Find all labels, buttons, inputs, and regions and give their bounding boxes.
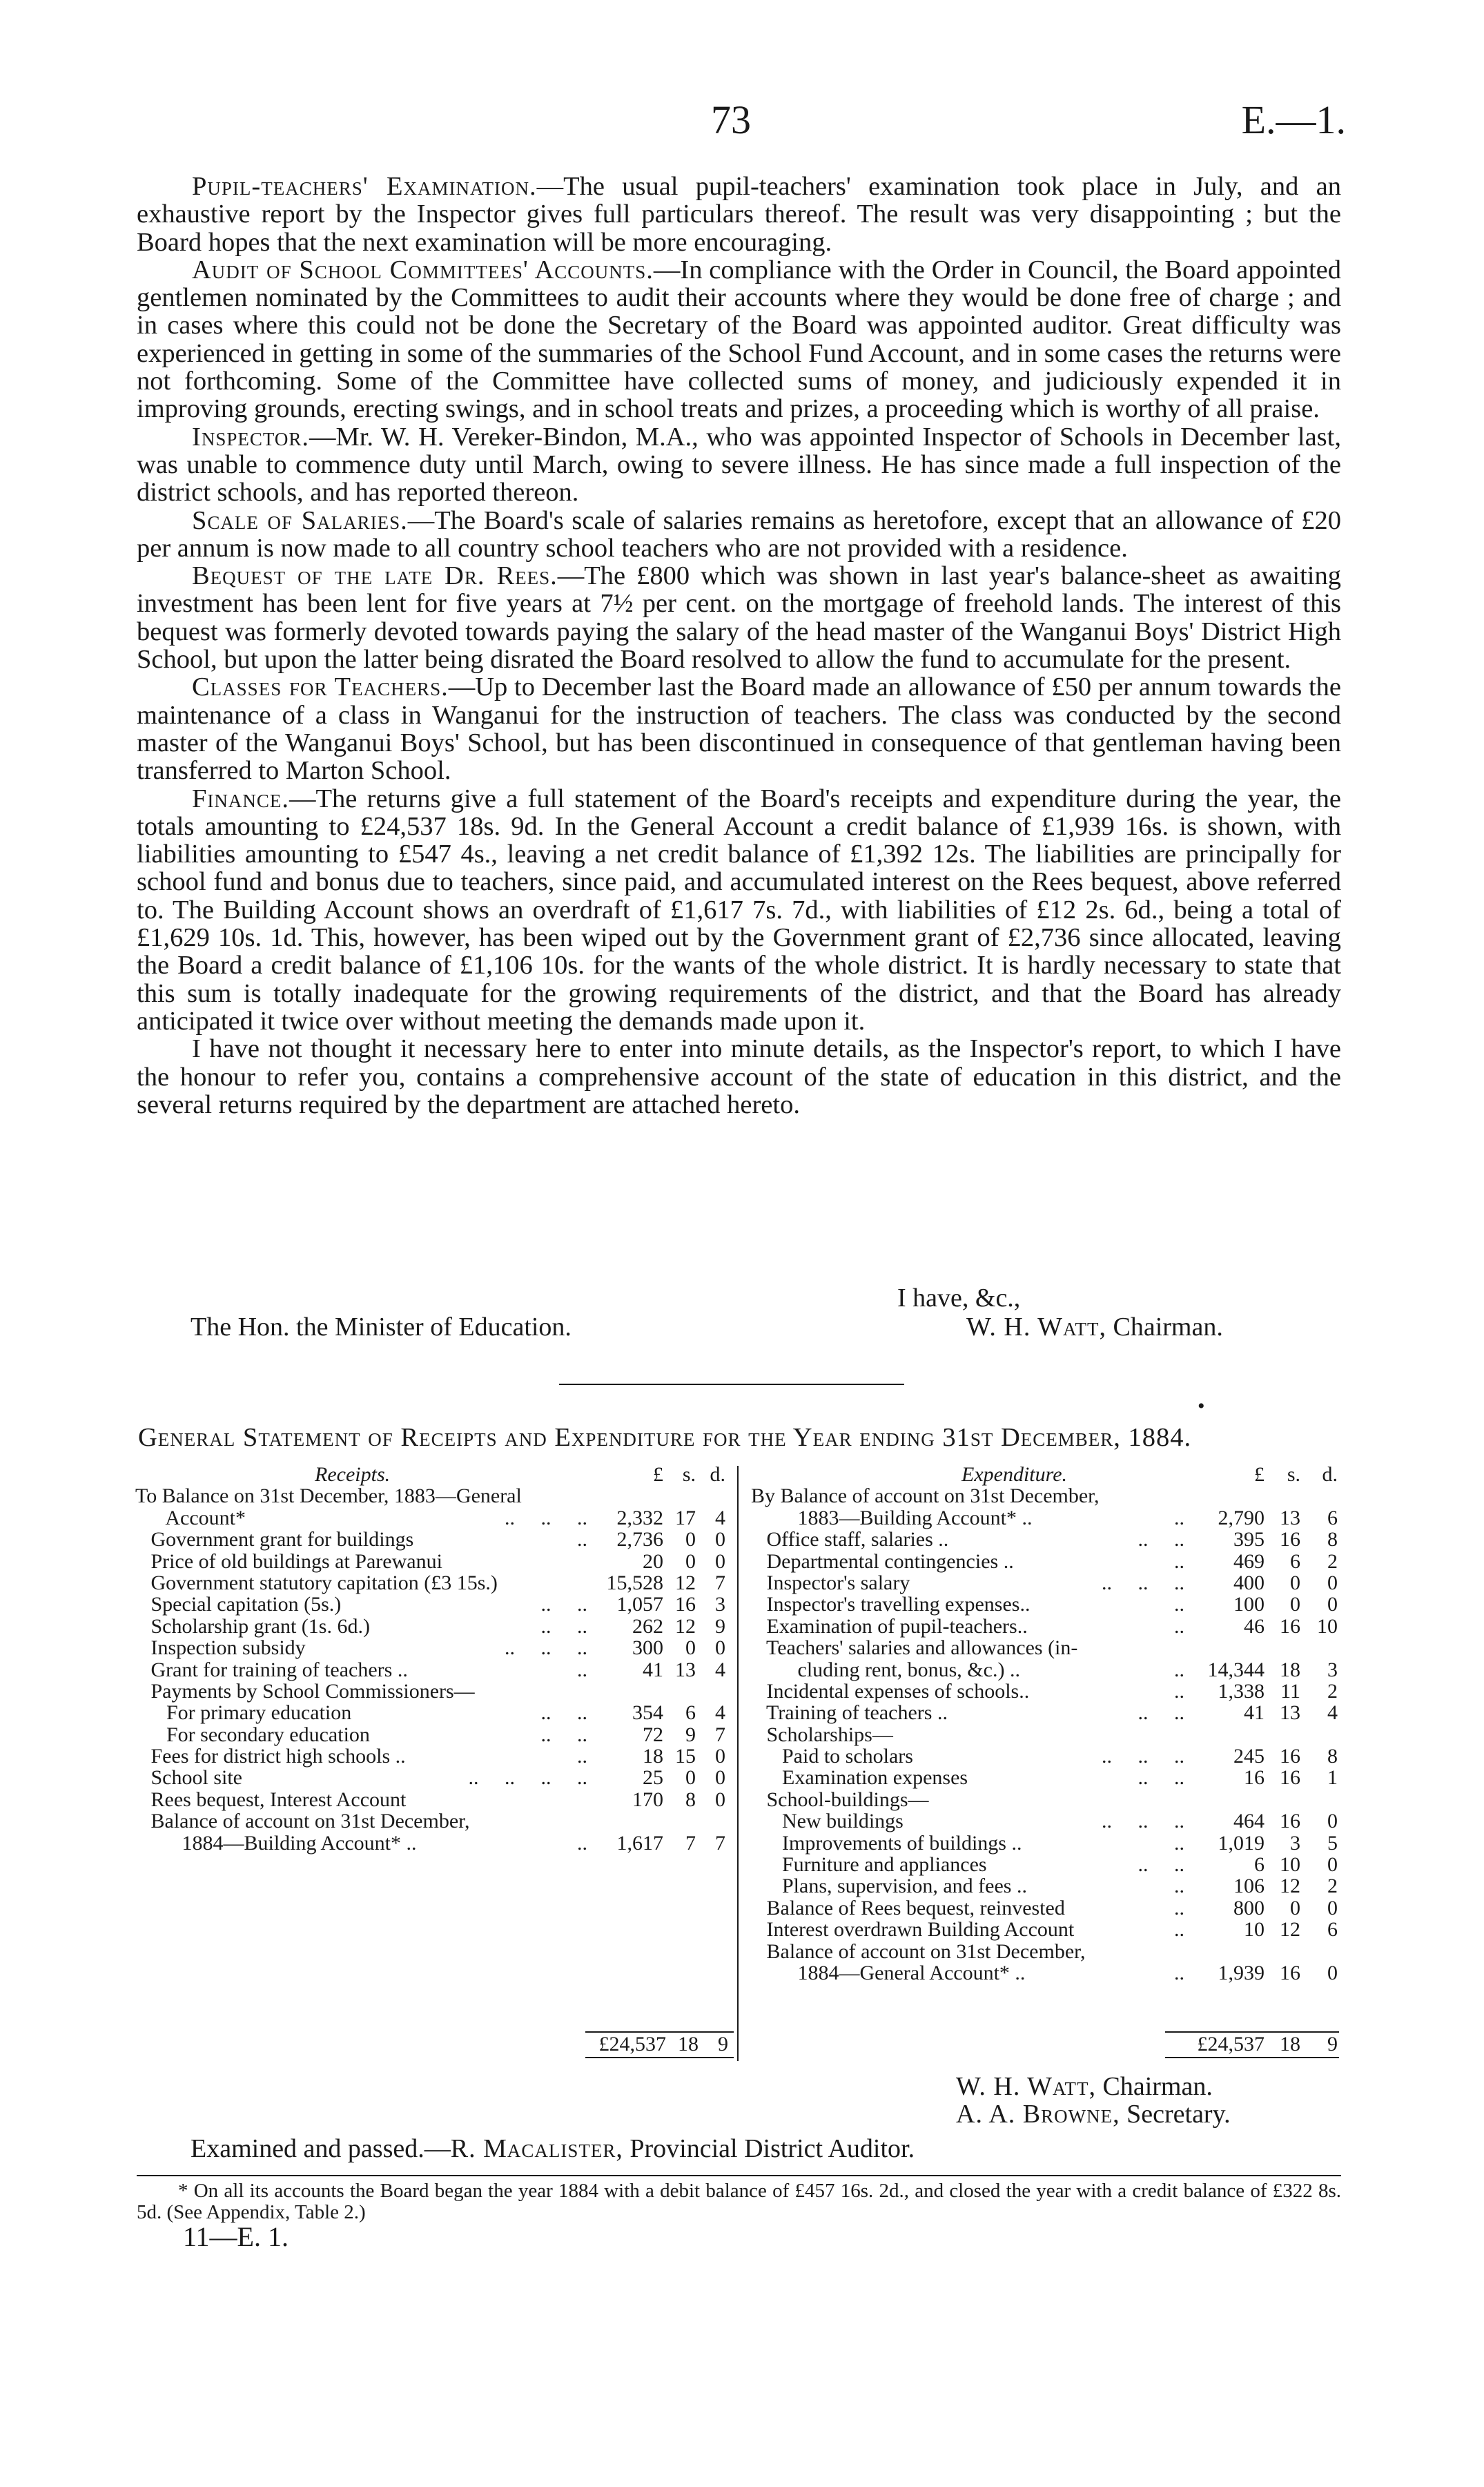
ledger-row-pence: 4 (715, 1658, 725, 1681)
ledger-row (751, 1681, 1346, 1702)
ledger-row-pounds: 6 (1254, 1853, 1265, 1877)
receipts-total (587, 2033, 736, 2055)
ledger-row-label: Special capitation (5s.) (135, 1593, 342, 1616)
ledger-row-pence: 0 (1327, 1853, 1338, 1877)
paragraph-heading: Inspector. (192, 422, 309, 452)
signatory-title: Secretary. (1126, 2100, 1231, 2129)
ledger-row-leader: .. (1174, 1679, 1184, 1703)
ledger-row (751, 1572, 1346, 1594)
expenditure-total-pence: 9 (1327, 2033, 1338, 2055)
paragraph-text: —The Board's scale of salaries remains as heretofore, except that an allowance of £20 per annum is now made to all country school teachers who are not provided with a residence. (137, 505, 1341, 563)
auditor-line (191, 2133, 915, 2164)
paragraph-inspector (137, 423, 1341, 507)
ledger-row (751, 1485, 1346, 1507)
expenditure-ledger (751, 1464, 1346, 1984)
ledger-row (135, 1832, 732, 1854)
ledger-row-leader: .. .. (540, 1614, 587, 1638)
paragraph-heading: Bequest of the late Dr. Rees. (192, 561, 558, 591)
ledger-row-shillings: 12 (1280, 1875, 1300, 1898)
auditor-title: Provincial District Auditor. (629, 2134, 915, 2163)
ledger-row-leader: .. .. (1138, 1766, 1184, 1790)
ledger-row-pence: 7 (715, 1571, 725, 1594)
paragraph-heading: Audit of School Committees' Accounts. (192, 255, 654, 284)
ledger-row-pounds: 1,939 (1218, 1961, 1265, 1984)
statement-title: General Statement of Receipts and Expenditure for the Year ending 31st December, 1884. (138, 1423, 1192, 1452)
ledger-row-pounds: 2,790 (1218, 1506, 1265, 1529)
ledger-row (751, 1919, 1346, 1940)
ledger-row (751, 1637, 1346, 1658)
ledger-row-pounds: 41 (643, 1658, 663, 1681)
ledger-row-pence: 7 (715, 1831, 725, 1855)
ledger-row-shillings: 16 (1280, 1961, 1300, 1984)
ledger-row (135, 1767, 732, 1788)
ledger-row-pence: 7 (715, 1723, 725, 1746)
ledger-row (135, 1485, 732, 1507)
ledger-row-shillings: 16 (1280, 1745, 1300, 1768)
ledger-row-leader: .. .. (1138, 1701, 1184, 1725)
ledger-row-shillings: 6 (1290, 1549, 1300, 1573)
ledger-row-pounds: 20 (643, 1549, 663, 1573)
ledger-row-label: Paid to scholars (751, 1745, 913, 1768)
ledger-row-label: Government grant for buildings (135, 1528, 414, 1551)
ledger-row-label: New buildings (751, 1810, 904, 1833)
ledger-row-leader: .. (577, 1745, 587, 1768)
ledger-row-shillings: 12 (675, 1614, 696, 1638)
ledger-row-pence: 9 (715, 1614, 725, 1638)
ledger-row-leader: .. (1174, 1614, 1184, 1638)
ledger-row-pounds: 469 (1233, 1549, 1265, 1573)
ledger-row (751, 1594, 1346, 1615)
ledger-row-pence: 0 (1327, 1571, 1338, 1594)
paragraph-text: —The £800 which was shown in last year's balance-sheet as awaiting investment has been lent for five years at 7½ per cent. on the mortgage of freehold lands. The interest of this bequest was formerly devoted towards paying the salary of the head master of the Wanganui Boys' District High School, but upon the latter being disrated the Board resolved to allow the fund to accumulate for the present. (137, 561, 1341, 675)
ledger-row (135, 1616, 732, 1637)
ledger-row (751, 1745, 1346, 1767)
ledger-row-pence: 4 (715, 1506, 725, 1529)
signatory-title: Chairman. (1113, 1313, 1223, 1342)
paragraph-text: —The usual pupil-teachers' examination took place in July, and an exhaustive report by the Inspector gives full particulars thereof. The result was very disappointing ; but the Board hopes that the next examination will be more encouraging. (137, 172, 1341, 257)
ledger-row-pounds: 1,338 (1218, 1679, 1265, 1703)
paragraph-finance (137, 785, 1341, 1036)
ledger-row-pounds: 400 (1233, 1571, 1265, 1594)
ledger-row-pence: 10 (1317, 1614, 1338, 1638)
section-divider (559, 1384, 904, 1385)
ledger-row-label: By Balance of account on 31st December, (751, 1484, 1100, 1508)
ledger-row-shillings: 13 (1280, 1701, 1300, 1725)
ledger-row-label: Furniture and appliances (751, 1853, 987, 1877)
paragraph-salaries (137, 507, 1341, 563)
receipts-total-pence: 9 (718, 2033, 728, 2055)
ledger-row-pounds: 15,528 (606, 1571, 663, 1594)
ledger-row-shillings: 12 (675, 1571, 696, 1594)
ledger-row-pence: 4 (715, 1701, 725, 1725)
ledger-row-pence: 3 (715, 1593, 725, 1616)
pence-column-header: d. (710, 1463, 725, 1486)
ledger-row-pounds: 46 (1244, 1614, 1265, 1638)
statement-signatures (956, 2073, 1231, 2128)
ledger-row-shillings: 13 (675, 1658, 696, 1681)
ledger-row-label: Inspector's salary (751, 1571, 910, 1594)
footnote-rule (137, 2175, 1341, 2176)
ledger-row-pence: 0 (715, 1528, 725, 1551)
auditor-name: R. Macalister, (450, 2134, 623, 2163)
ledger-row-pence: 0 (715, 1636, 725, 1660)
ledger-row (751, 1724, 1346, 1745)
ledger-row-pence: 6 (1327, 1506, 1338, 1529)
ledger-row-pence: 0 (715, 1788, 725, 1811)
paragraph-text: I have not thought it necessary here to enter into minute details, as the Inspector's report, to which I have the honour to refer you, contains a comprehensive account of the state of education in this district, and the several returns required by the department are attached hereto. (137, 1034, 1341, 1119)
ledger-row-pounds: 106 (1233, 1875, 1265, 1898)
ledger-row (751, 1659, 1346, 1681)
ledger-row-pounds: 1,019 (1218, 1831, 1265, 1855)
ledger-row-shillings: 10 (1280, 1853, 1300, 1877)
ledger-row-shillings: 0 (685, 1636, 696, 1660)
ledger-row-pounds: 464 (1233, 1810, 1265, 1833)
expenditure-total-pounds: £24,537 (1197, 2033, 1265, 2055)
expenditure-total (1165, 2033, 1339, 2055)
ledger-row (135, 1594, 732, 1615)
paragraph-text: —In compliance with the Order in Council, the Board appointed gentlemen nominated by the Committees to audit their accounts where they would be done free of charge ; and in cases where this could not be done the Secretary of the Board was appointed auditor. Great difficulty was experienced in getting in some of the summaries of the School Fund Account, and in some cases the returns were not forthcoming. Some of the Committee have collected sums of money, and judiciously expended it in improving grounds, erecting swings, and in school treats and prizes, a proceeding which is worthy of all praise. (137, 255, 1341, 424)
ledger-row-label: Fees for district high schools .. (135, 1745, 406, 1768)
ledger-row-leader: .. (1174, 1918, 1184, 1942)
ledger-row-pounds: 300 (632, 1636, 663, 1660)
ledger-row-label: Balance of account on 31st December, (751, 1939, 1086, 1963)
ledger-row-label: School site (135, 1766, 242, 1790)
ledger-row-shillings: 16 (1280, 1528, 1300, 1551)
ledger-row-leader: .. (1174, 1506, 1184, 1529)
ledger-row (135, 1702, 732, 1723)
ledger-row-pounds: 72 (643, 1723, 663, 1746)
ledger-row-pounds: 354 (632, 1701, 663, 1725)
ledger-row-leader: .. .. .. (1102, 1571, 1184, 1594)
ledger-row-label: Balance of account on 31st December, (135, 1810, 470, 1833)
ledger-row-shillings: 16 (1280, 1766, 1300, 1790)
ledger-row-pence: 2 (1327, 1679, 1338, 1703)
ledger-row-pence: 5 (1327, 1831, 1338, 1855)
ledger-row-pence: 0 (1327, 1961, 1338, 1984)
ledger-row (751, 1941, 1346, 1962)
receipts-total-underline (585, 2057, 734, 2058)
ledger-row (751, 1962, 1346, 1984)
ledger-row (135, 1659, 732, 1681)
ledger-row-leader: .. (1174, 1831, 1184, 1855)
ledger-row-label: Balance of Rees bequest, reinvested (751, 1896, 1065, 1919)
ledger-row (751, 1551, 1346, 1572)
ledger-row-pence: 6 (1327, 1918, 1338, 1942)
ledger-row-pence: 8 (1327, 1528, 1338, 1551)
pence-column-header: d. (1322, 1463, 1338, 1486)
ledger-row-pounds: 2,736 (616, 1528, 663, 1551)
ledger-row-leader: .. (1174, 1549, 1184, 1573)
addressee: The Hon. the Minister of Education. (191, 1313, 572, 1342)
ledger-row-shillings: 8 (685, 1788, 696, 1811)
ledger-row-pounds: 16 (1244, 1766, 1265, 1790)
ledger-row-shillings: 9 (685, 1723, 696, 1746)
salutation: I have, &c., (897, 1284, 1021, 1313)
ledger-row-shillings: 0 (1290, 1593, 1300, 1616)
signature-line (956, 2073, 1231, 2100)
ledger-row-pounds: 18 (643, 1745, 663, 1768)
ledger-row (135, 1637, 732, 1658)
ledger-row-label: Government statutory capitation (£3 15s.) (135, 1571, 498, 1594)
ledger-row-shillings: 6 (685, 1701, 696, 1725)
shillings-column-header: s. (682, 1463, 696, 1486)
ledger-row-label: Inspector's travelling expenses.. (751, 1593, 1031, 1616)
ledger-row-label: cluding rent, bonus, &c.) .. (751, 1658, 1020, 1681)
ledger-row-leader: .. (1174, 1658, 1184, 1681)
ledger-row (751, 1616, 1346, 1637)
ledger-row-label: Scholarship grant (1s. 6d.) (135, 1614, 370, 1638)
ledger-row (135, 1789, 732, 1810)
ledger-row-leader: .. .. .. .. (468, 1766, 587, 1790)
pounds-column-header: £ (1254, 1463, 1265, 1486)
page-number: 73 (711, 97, 751, 142)
letter-signature (966, 1312, 1223, 1342)
ledger-row-shillings: 0 (685, 1766, 696, 1790)
ledger-header-row (135, 1464, 732, 1485)
ledger-row-shillings: 13 (1280, 1506, 1300, 1529)
paragraph-pupil-teachers (137, 173, 1341, 256)
ledger-row (751, 1702, 1346, 1723)
receipts-ledger (135, 1464, 732, 1854)
pounds-column-header: £ (653, 1463, 663, 1486)
paragraph-heading: Classes for Teachers. (192, 672, 449, 702)
ledger-row (751, 1810, 1346, 1832)
ledger-row-label: Inspection subsidy (135, 1636, 306, 1660)
ledger-row-leader: .. (1174, 1875, 1184, 1898)
ledger-row-label: Departmental contingencies .. (751, 1549, 1014, 1573)
ledger-divider (737, 1466, 739, 2061)
ledger-row-leader: .. (1174, 1593, 1184, 1616)
ledger-row (751, 1832, 1346, 1854)
ledger-row-pence: 0 (1327, 1593, 1338, 1616)
ledger-row-pounds: 41 (1244, 1701, 1265, 1725)
paragraph-closing (137, 1035, 1341, 1119)
ledger-row-label: 1884—Building Account* .. (135, 1831, 417, 1855)
ledger-row-pence: 4 (1327, 1701, 1338, 1725)
ledger-row-label: Interest overdrawn Building Account (751, 1918, 1075, 1942)
ledger-row-pence: 0 (1327, 1810, 1338, 1833)
paragraph-text: —The returns give a full statement of the Board's receipts and expenditure during the year, the totals amounting to £24,537 18s. 9d. In the General Account a credit balance of £1,939 16s. is shown, with liabilities amounting to £547 4s., leaving a net credit balance of £1,392 12s. The liabilities are principally for school fund and bonus due to teachers, since paid, and accumulated interest on the Rees bequest, above referred to. The Building Account shows an overdraft of £1,617 7s. 7d., with liabilities of £12 2s. 6d., being a total of £1,629 10s. 1d. This, however, has been wiped out by the Government grant of £2,736 since allocated, leaving the Board a credit balance of £1,106 10s. for the wants of the whole district. It is hardly necessary to state that this sum is totally inadequate for the growing requirements of the district, and that the Board has already anticipated it twice over without meeting the demands made upon it. (137, 784, 1341, 1036)
ledger-row-label: 1884—General Account* .. (751, 1961, 1026, 1984)
ledger-row-pence: 0 (715, 1745, 725, 1768)
ledger-row-leader: .. .. (540, 1593, 587, 1616)
ledger-row-shillings: 17 (675, 1506, 696, 1529)
ledger-row-label: For primary education (135, 1701, 352, 1725)
ledger-row (135, 1724, 732, 1745)
signature-line (956, 2100, 1231, 2128)
ledger-row (751, 1789, 1346, 1810)
ledger-row-pounds: 262 (632, 1614, 663, 1638)
ledger-row-pence: 0 (1327, 1896, 1338, 1919)
ledger-row-pounds: 800 (1233, 1896, 1265, 1919)
ledger-row-pounds: 1,617 (616, 1831, 663, 1855)
ledger-row (751, 1529, 1346, 1550)
ledger-row-leader: .. .. (1138, 1528, 1184, 1551)
paragraph-heading: Finance. (192, 784, 290, 813)
ledger-row-label: Training of teachers .. (751, 1701, 948, 1725)
ledger-row-leader: .. .. (540, 1701, 587, 1725)
ledger-row-shillings: 16 (1280, 1614, 1300, 1638)
ledger-row-pounds: 100 (1233, 1593, 1265, 1616)
ledger-row-pence: 8 (1327, 1745, 1338, 1768)
signatory-name: W. H. Watt, (966, 1313, 1106, 1342)
ledger-row-label: Payments by School Commissioners— (135, 1679, 475, 1703)
ledger-row-label: Price of old buildings at Parewanui (135, 1549, 442, 1573)
ledger-row-shillings: 7 (685, 1831, 696, 1855)
paragraph-classes (137, 673, 1341, 784)
ledger-row-pence: 2 (1327, 1549, 1338, 1573)
ledger-row-leader: .. (1174, 1896, 1184, 1919)
ledger-row (751, 1767, 1346, 1788)
ledger-row (751, 1507, 1346, 1529)
ledger-row-label: 1883—Building Account* .. (751, 1506, 1033, 1529)
ledger-row-shillings: 0 (1290, 1571, 1300, 1594)
ledger-row-shillings: 0 (685, 1528, 696, 1551)
ledger-row (135, 1529, 732, 1550)
receipts-total-pounds: £24,537 (598, 2033, 666, 2055)
ledger-row-leader: .. (577, 1658, 587, 1681)
ledger-row-leader: .. (1174, 1961, 1184, 1984)
paragraph-text: —Mr. W. H. Vereker-Bindon, M.A., who was appointed Inspector of Schools in December last, was unable to commence duty until March, owing to severe illness. He has since made a full inspection of the district schools, and has reported thereon. (137, 422, 1341, 507)
signatory-name: A. A. Browne, (956, 2100, 1120, 2129)
ledger-row-leader: .. .. .. (505, 1506, 587, 1529)
ledger-row-pence: 1 (1327, 1766, 1338, 1790)
paragraph-audit (137, 256, 1341, 423)
ledger-row-shillings: 15 (675, 1745, 696, 1768)
ledger-row (751, 1897, 1346, 1919)
ledger-row-label: Improvements of buildings .. (751, 1831, 1022, 1855)
body-text (137, 173, 1341, 1119)
ledger-row (751, 1854, 1346, 1875)
ledger-row (135, 1681, 732, 1702)
ledger-row-pence: 2 (1327, 1875, 1338, 1898)
ledger-row-shillings: 3 (1290, 1831, 1300, 1855)
ledger-row-label: Examination expenses (751, 1766, 968, 1790)
ledger-row-pounds: 10 (1244, 1918, 1265, 1942)
ledger-row-pence: 0 (715, 1549, 725, 1573)
ledger-row-pounds: 2,332 (616, 1506, 663, 1529)
ledger-row-label: Incidental expenses of schools.. (751, 1679, 1030, 1703)
ledger-row (135, 1745, 732, 1767)
ledger-row-leader: .. (577, 1831, 587, 1855)
ledger-row-label: Grant for training of teachers .. (135, 1658, 408, 1681)
ledger-row-shillings: 16 (675, 1593, 696, 1616)
ledger-header-row (751, 1464, 1346, 1485)
ledger-row-leader: .. .. .. (1102, 1810, 1184, 1833)
ledger-row-label: Plans, supervision, and fees .. (751, 1875, 1027, 1898)
ledger-row-shillings: 0 (685, 1549, 696, 1573)
shillings-column-header: s. (1287, 1463, 1300, 1486)
ledger-row-label: Rees bequest, Interest Account (135, 1788, 407, 1811)
ledger-row-label: Account* (135, 1506, 246, 1529)
ledger-row-shillings: 0 (1290, 1896, 1300, 1919)
footnote: * On all its accounts the Board began the year 1884 with a debit balance of £457 16s. 2d., and closed the year with a credit balance of £322 8s. 5d. (See Appendix, Table 2.) (137, 2180, 1341, 2223)
ledger-row-leader: .. .. (1138, 1853, 1184, 1877)
ledger-row-pounds: 14,344 (1207, 1658, 1265, 1681)
sheet-code: 11—E. 1. (183, 2221, 289, 2252)
ledger-row (135, 1572, 732, 1594)
ledger-section-header: Receipts. (315, 1463, 391, 1486)
ledger-row-leader: .. (577, 1528, 587, 1551)
ledger-row-label: For secondary education (135, 1723, 370, 1746)
ledger-row-leader: .. .. .. (505, 1636, 587, 1660)
ledger-row-pounds: 170 (632, 1788, 663, 1811)
ledger-row-pounds: 245 (1233, 1745, 1265, 1768)
examined-prefix: Examined and passed.— (191, 2134, 451, 2163)
ledger-row-pounds: 395 (1233, 1528, 1265, 1551)
document-code: E.—1. (1241, 97, 1346, 142)
ledger-row-label: Teachers' salaries and allowances (in- (751, 1636, 1078, 1660)
ledger-row-shillings: 11 (1280, 1679, 1300, 1703)
ledger-row-leader: .. .. (540, 1723, 587, 1746)
paragraph-text: —Up to December last the Board made an allowance of £50 per annum towards the maintenance of a class in Wanganui for the instruction of teachers. The class was conducted by the second master of the Wanganui Boys' School, but has been discontinued in consequence of that gentleman having been transferred to Marton School. (137, 672, 1341, 786)
ledger-row-pounds: 1,057 (616, 1593, 663, 1616)
ledger-row (135, 1507, 732, 1529)
ledger-row-shillings: 16 (1280, 1810, 1300, 1833)
ledger-section-header: Expenditure. (961, 1463, 1068, 1486)
paragraph-bequest (137, 562, 1341, 673)
ledger-row-label: To Balance on 31st December, 1883—General (135, 1484, 522, 1508)
ledger-row-pounds: 25 (643, 1766, 663, 1790)
ledger-row (135, 1551, 732, 1572)
ledger-row-label: Examination of pupil-teachers.. (751, 1614, 1028, 1638)
bullet-dot-icon: • (1198, 1395, 1205, 1417)
ledger-row-label: School-buildings— (751, 1788, 929, 1811)
ledger-row (751, 1875, 1346, 1897)
ledger-row-shillings: 12 (1280, 1918, 1300, 1942)
paragraph-heading: Scale of Salaries. (192, 505, 408, 535)
signatory-title: Chairman. (1102, 2072, 1213, 2101)
ledger-row-shillings: 18 (1280, 1658, 1300, 1681)
expenditure-total-underline (1165, 2057, 1339, 2058)
ledger-row-label: Office staff, salaries .. (751, 1528, 949, 1551)
ledger-row-label: Scholarships— (751, 1723, 893, 1746)
expenditure-total-shillings: 18 (1280, 2033, 1300, 2055)
ledger-row (135, 1810, 732, 1832)
paragraph-heading: Pupil-teachers' Examination. (192, 172, 537, 201)
ledger-row-pence: 0 (715, 1766, 725, 1790)
signatory-name: W. H. Watt, (956, 2072, 1096, 2101)
ledger-row-leader: .. .. .. (1102, 1745, 1184, 1768)
receipts-total-shillings: 18 (678, 2033, 699, 2055)
ledger-row-pence: 3 (1327, 1658, 1338, 1681)
